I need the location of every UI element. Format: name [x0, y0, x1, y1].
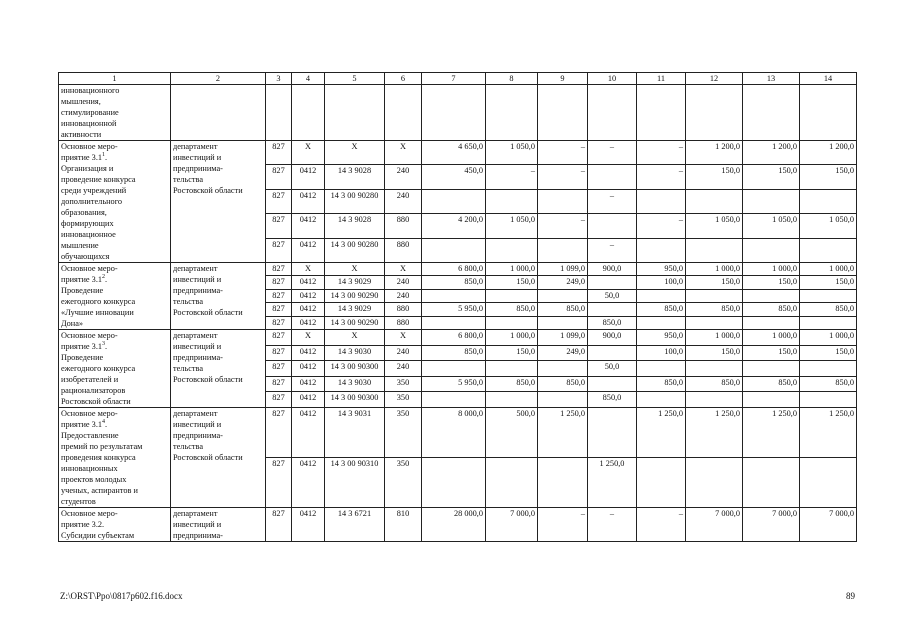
table-cell: 1 000,0: [686, 330, 743, 346]
table-cell: [588, 303, 637, 316]
table-cell: 350: [385, 376, 422, 392]
column-number: 8: [486, 73, 538, 85]
table-cell: 827: [266, 508, 292, 542]
table-cell: 0412: [292, 408, 325, 458]
table-cell: 827: [266, 276, 292, 289]
table-cell: 827: [266, 141, 292, 165]
table-cell: 1 000,0: [486, 263, 538, 276]
table-cell: 14 3 9028: [325, 214, 385, 238]
budget-table: [58, 72, 857, 542]
column-number: 11: [637, 73, 686, 85]
table-cell: [743, 238, 800, 262]
table-cell: [800, 189, 857, 213]
table-cell: Х: [385, 263, 422, 276]
table-cell: 1 000,0: [486, 330, 538, 346]
table-cell: 1 250,0: [538, 408, 588, 458]
table-cell: 240: [385, 276, 422, 289]
table-cell: 827: [266, 345, 292, 361]
measure-title-text: . Предоставление премий по результатам проведения конкурса инновационных проектов молодых ученых, аспирантов и студентов: [61, 420, 143, 506]
table-cell: [588, 408, 637, 458]
table-cell: 827: [266, 165, 292, 189]
table-cell: 28 000,0: [422, 508, 486, 542]
table-cell: 0412: [292, 303, 325, 316]
table-cell: 0412: [292, 189, 325, 213]
table-cell: 450,0: [422, 165, 486, 189]
measure-title-text: Основное меро- приятие 3.1: [61, 331, 118, 351]
table-cell: Х: [292, 141, 325, 165]
table-cell: [743, 289, 800, 302]
table-cell: 14 3 00 90290: [325, 289, 385, 302]
table-cell: [538, 316, 588, 329]
table-cell: 150,0: [686, 165, 743, 189]
column-number: 10: [588, 73, 637, 85]
empty-cell: [422, 85, 486, 141]
table-cell: 850,0: [422, 345, 486, 361]
table-cell: 810: [385, 508, 422, 542]
table-cell: 14 3 00 90280: [325, 189, 385, 213]
column-number: 1: [59, 73, 171, 85]
table-cell: –: [538, 214, 588, 238]
table-cell: 1 050,0: [486, 141, 538, 165]
table-cell: –: [486, 165, 538, 189]
table-cell: [800, 316, 857, 329]
table-cell: [686, 238, 743, 262]
empty-cell: [486, 85, 538, 141]
table-cell: [588, 376, 637, 392]
table-cell: [486, 458, 538, 508]
table-cell: 249,0: [538, 276, 588, 289]
table-cell: 827: [266, 330, 292, 346]
table-cell: 850,0: [800, 303, 857, 316]
table-cell: [422, 361, 486, 377]
table-cell: 6 800,0: [422, 330, 486, 346]
table-cell: 850,0: [486, 376, 538, 392]
empty-cell: [292, 85, 325, 141]
column-number: 5: [325, 73, 385, 85]
table-cell: [686, 189, 743, 213]
table-cell: [637, 289, 686, 302]
empty-cell: [686, 85, 743, 141]
table-cell: –: [637, 214, 686, 238]
table-cell: 0412: [292, 214, 325, 238]
table-cell: 1 050,0: [743, 214, 800, 238]
table-cell: 350: [385, 408, 422, 458]
table-cell: 14 3 9031: [325, 408, 385, 458]
table-cell: 900,0: [588, 263, 637, 276]
measure-title-text: Основное меро- приятие 3.1: [61, 264, 118, 284]
table-cell: 0412: [292, 276, 325, 289]
footnote-marker: 1: [102, 152, 106, 159]
table-cell: –: [637, 165, 686, 189]
table-cell: [686, 316, 743, 329]
table-cell: 827: [266, 392, 292, 408]
table-cell: 1 000,0: [743, 330, 800, 346]
table-cell: 14 3 00 90290: [325, 316, 385, 329]
table-cell: 850,0: [588, 316, 637, 329]
table-cell: 1 000,0: [800, 330, 857, 346]
table-cell: –: [538, 165, 588, 189]
table-cell: 850,0: [686, 376, 743, 392]
table-cell: [800, 289, 857, 302]
table-cell: [422, 392, 486, 408]
table-cell: 1 250,0: [588, 458, 637, 508]
measure-title-text: . Проведение ежегодного конкурса «Лучшие инновации Дона»: [61, 275, 136, 328]
column-number: 9: [538, 73, 588, 85]
executor: департамент инвестиций и предпринима-: [171, 508, 266, 542]
column-number: 6: [385, 73, 422, 85]
table-cell: Х: [385, 330, 422, 346]
table-cell: [422, 289, 486, 302]
column-number: 3: [266, 73, 292, 85]
table-cell: [538, 289, 588, 302]
table-cell: 150,0: [800, 345, 857, 361]
table-cell: 827: [266, 263, 292, 276]
table-cell: 5 950,0: [422, 303, 486, 316]
table-cell: [743, 361, 800, 377]
table-cell: 0412: [292, 165, 325, 189]
table-cell: –: [588, 508, 637, 542]
table-cell: [486, 392, 538, 408]
table-cell: 880: [385, 316, 422, 329]
table-row: [59, 408, 857, 458]
empty-cell: [385, 85, 422, 141]
table-cell: 1 000,0: [800, 263, 857, 276]
table-cell: [637, 316, 686, 329]
measure-title-text: Основное меро- приятие 3.1: [61, 409, 118, 429]
table-cell: 850,0: [800, 376, 857, 392]
table-cell: 14 3 9030: [325, 376, 385, 392]
column-number: 14: [800, 73, 857, 85]
table-cell: 150,0: [486, 276, 538, 289]
table-row: [59, 141, 857, 165]
table-cell: 7 000,0: [800, 508, 857, 542]
table-cell: [538, 189, 588, 213]
table-cell: 1 050,0: [800, 214, 857, 238]
table-cell: 0412: [292, 392, 325, 408]
table-cell: [486, 289, 538, 302]
table-cell: 1 250,0: [800, 408, 857, 458]
table-cell: 150,0: [800, 165, 857, 189]
table-cell: 0412: [292, 345, 325, 361]
table-cell: [588, 165, 637, 189]
empty-cell: [538, 85, 588, 141]
continuation-row: [59, 85, 857, 141]
table-cell: 850,0: [422, 276, 486, 289]
measure-title: [59, 508, 171, 542]
table-cell: 150,0: [800, 276, 857, 289]
table-cell: 827: [266, 458, 292, 508]
table-cell: 827: [266, 376, 292, 392]
table-cell: –: [538, 141, 588, 165]
table-cell: 8 000,0: [422, 408, 486, 458]
table-cell: [686, 289, 743, 302]
table-cell: 880: [385, 238, 422, 262]
table-cell: 850,0: [588, 392, 637, 408]
table-cell: [486, 361, 538, 377]
table-cell: [686, 392, 743, 408]
table-cell: [422, 189, 486, 213]
table-cell: 827: [266, 316, 292, 329]
table-cell: –: [588, 189, 637, 213]
table-cell: 14 3 00 90310: [325, 458, 385, 508]
page-number: 89: [846, 591, 855, 601]
table-cell: [422, 458, 486, 508]
empty-cell: [266, 85, 292, 141]
table-cell: 240: [385, 361, 422, 377]
table-cell: 1 250,0: [743, 408, 800, 458]
table-cell: 850,0: [743, 303, 800, 316]
table-cell: 0412: [292, 361, 325, 377]
table-cell: 827: [266, 289, 292, 302]
measure-title-text: . Организация и проведение конкурса среди учреждений дополнительного образования, формирующих инновационное мышление обучающихся: [61, 153, 136, 261]
table-cell: 1 000,0: [686, 263, 743, 276]
column-number: 7: [422, 73, 486, 85]
continuation-text: инновационного мышления, стимулирование инновационной активности: [59, 85, 171, 141]
table-cell: 14 3 9029: [325, 303, 385, 316]
table-cell: [588, 276, 637, 289]
table-cell: 0412: [292, 289, 325, 302]
table-cell: 240: [385, 289, 422, 302]
table-cell: –: [588, 238, 637, 262]
table-cell: [686, 458, 743, 508]
empty-cell: [743, 85, 800, 141]
table-cell: 0412: [292, 316, 325, 329]
table-cell: [637, 361, 686, 377]
table-cell: 240: [385, 165, 422, 189]
table-cell: [486, 189, 538, 213]
table-cell: [588, 214, 637, 238]
table-cell: [743, 458, 800, 508]
column-number: 2: [171, 73, 266, 85]
table-cell: [538, 238, 588, 262]
measure-title: [59, 408, 171, 508]
column-number: 12: [686, 73, 743, 85]
empty-cell: [325, 85, 385, 141]
table-cell: 880: [385, 303, 422, 316]
table-cell: [637, 458, 686, 508]
table-cell: –: [588, 141, 637, 165]
table-cell: 0412: [292, 376, 325, 392]
table-cell: [743, 189, 800, 213]
column-number: 4: [292, 73, 325, 85]
table-cell: 850,0: [486, 303, 538, 316]
file-path: Z:\ORST\Ppo\0817p602.f16.docx: [60, 591, 183, 601]
table-cell: 7 000,0: [686, 508, 743, 542]
empty-cell: [637, 85, 686, 141]
table-cell: 880: [385, 214, 422, 238]
footnote-marker: 2: [102, 274, 106, 281]
table-cell: 1 099,0: [538, 330, 588, 346]
table-cell: Х: [385, 141, 422, 165]
empty-cell: [171, 85, 266, 141]
table-cell: 1 200,0: [743, 141, 800, 165]
table-cell: [800, 361, 857, 377]
table-cell: [422, 238, 486, 262]
table-cell: [800, 392, 857, 408]
table-cell: 1 050,0: [686, 214, 743, 238]
table-cell: 827: [266, 189, 292, 213]
table-cell: 150,0: [743, 345, 800, 361]
table-cell: 14 3 00 90280: [325, 238, 385, 262]
table-cell: 5 950,0: [422, 376, 486, 392]
header-row: [59, 73, 857, 85]
table-cell: –: [637, 508, 686, 542]
table-cell: 827: [266, 361, 292, 377]
table-cell: 827: [266, 303, 292, 316]
table-cell: 240: [385, 189, 422, 213]
table-cell: –: [637, 141, 686, 165]
measure-title-text: Основное меро- приятие 3.2. Субсидии субъектам: [61, 509, 135, 540]
table-cell: 100,0: [637, 345, 686, 361]
table-cell: 1 250,0: [637, 408, 686, 458]
table-cell: 14 3 9029: [325, 276, 385, 289]
column-number: 13: [743, 73, 800, 85]
table-cell: [743, 316, 800, 329]
table-cell: 7 000,0: [743, 508, 800, 542]
table-cell: 850,0: [637, 376, 686, 392]
table-cell: 14 3 9028: [325, 165, 385, 189]
table-cell: [588, 345, 637, 361]
table-cell: 0412: [292, 508, 325, 542]
table-cell: [637, 189, 686, 213]
table-cell: [538, 392, 588, 408]
table-cell: 150,0: [686, 345, 743, 361]
table-cell: 850,0: [637, 303, 686, 316]
table-cell: [637, 238, 686, 262]
table-cell: 150,0: [743, 276, 800, 289]
table-cell: [538, 458, 588, 508]
table-cell: 827: [266, 408, 292, 458]
table-row: [59, 263, 857, 276]
table-row: [59, 330, 857, 346]
table-cell: 50,0: [588, 361, 637, 377]
table-cell: [486, 316, 538, 329]
table-cell: 827: [266, 238, 292, 262]
table-cell: [800, 238, 857, 262]
table-cell: Х: [292, 330, 325, 346]
measure-title-text: . Проведение ежегодного конкурса изобретателей и рационализаторов Ростовской области: [61, 342, 136, 406]
table-cell: [538, 361, 588, 377]
table-cell: 1 000,0: [743, 263, 800, 276]
table-cell: [800, 458, 857, 508]
table-cell: Х: [325, 141, 385, 165]
table-cell: 249,0: [538, 345, 588, 361]
measure-title-text: Основное меро- приятие 3.1: [61, 142, 118, 162]
table-cell: [686, 361, 743, 377]
table-cell: 50,0: [588, 289, 637, 302]
table-cell: 950,0: [637, 330, 686, 346]
table-cell: 4 200,0: [422, 214, 486, 238]
table-cell: 240: [385, 345, 422, 361]
empty-cell: [800, 85, 857, 141]
table-cell: [743, 392, 800, 408]
measure-title: [59, 330, 171, 408]
table-cell: 14 3 6721: [325, 508, 385, 542]
table-cell: [486, 238, 538, 262]
table-cell: 7 000,0: [486, 508, 538, 542]
table-cell: 0412: [292, 238, 325, 262]
table-cell: [637, 392, 686, 408]
table-cell: 900,0: [588, 330, 637, 346]
table-cell: 350: [385, 392, 422, 408]
table-cell: 14 3 9030: [325, 345, 385, 361]
table-cell: 6 800,0: [422, 263, 486, 276]
table-cell: –: [538, 508, 588, 542]
table-cell: 1 200,0: [800, 141, 857, 165]
table-cell: Х: [325, 263, 385, 276]
table-cell: 100,0: [637, 276, 686, 289]
table-cell: 1 050,0: [486, 214, 538, 238]
executor: департамент инвестиций и предпринима- тельства Ростовской области: [171, 408, 266, 508]
table-cell: 850,0: [538, 303, 588, 316]
table-cell: 0412: [292, 458, 325, 508]
executor: департамент инвестиций и предпринима- тельства Ростовской области: [171, 141, 266, 263]
measure-title: [59, 263, 171, 330]
table-cell: 500,0: [486, 408, 538, 458]
footnote-marker: 3: [102, 341, 106, 348]
table-cell: 1 099,0: [538, 263, 588, 276]
table-row: [59, 508, 857, 542]
table-cell: 14 3 00 90300: [325, 392, 385, 408]
executor: департамент инвестиций и предпринима- тельства Ростовской области: [171, 263, 266, 330]
table-cell: 850,0: [538, 376, 588, 392]
footnote-marker: 4: [102, 419, 106, 426]
table-cell: 150,0: [486, 345, 538, 361]
table-cell: 950,0: [637, 263, 686, 276]
table-cell: 150,0: [743, 165, 800, 189]
table-cell: 4 650,0: [422, 141, 486, 165]
empty-cell: [588, 85, 637, 141]
table-cell: 14 3 00 90300: [325, 361, 385, 377]
table-cell: 1 250,0: [686, 408, 743, 458]
measure-title: [59, 141, 171, 263]
table-cell: 150,0: [686, 276, 743, 289]
table-cell: 850,0: [686, 303, 743, 316]
executor: департамент инвестиций и предпринима- тельства Ростовской области: [171, 330, 266, 408]
table-cell: 850,0: [743, 376, 800, 392]
table-cell: 350: [385, 458, 422, 508]
table-cell: [422, 316, 486, 329]
table-cell: Х: [325, 330, 385, 346]
table-cell: Х: [292, 263, 325, 276]
table-cell: 1 200,0: [686, 141, 743, 165]
table-cell: 827: [266, 214, 292, 238]
